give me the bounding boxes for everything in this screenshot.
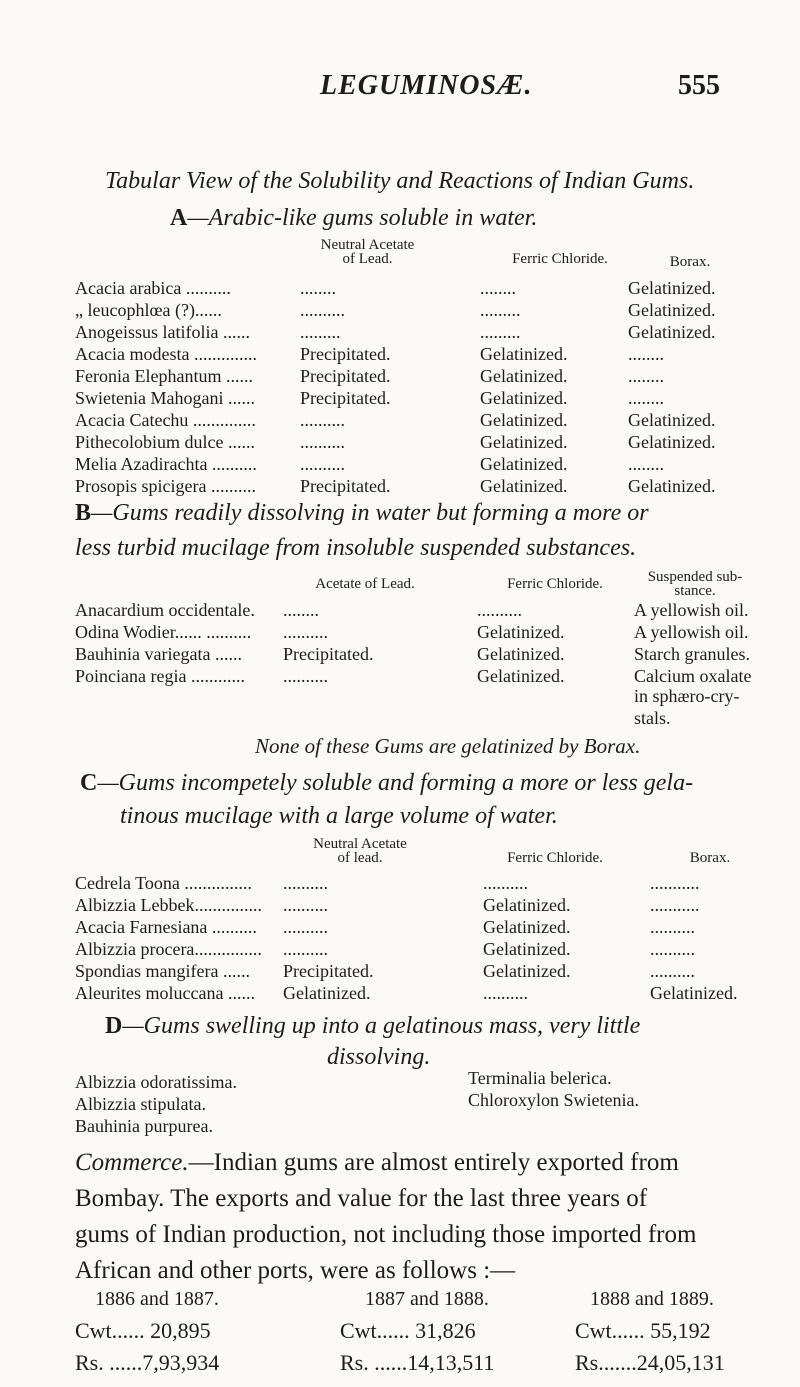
table-row bbox=[75, 666, 760, 688]
ferric-chloride-cell: Gelatinized. bbox=[477, 644, 565, 664]
ferric-chloride-cell: Gelatinized. bbox=[480, 366, 568, 386]
third-column-cell: Gelatinized. bbox=[628, 410, 716, 430]
third-column-cell: ........ bbox=[628, 388, 664, 408]
section-d-heading bbox=[105, 1013, 640, 1040]
section-letter: A bbox=[170, 205, 188, 231]
species-name-cell: Spondias mangifera ...... bbox=[75, 961, 250, 981]
column-header-line: Neutral Acetate bbox=[320, 237, 415, 253]
lead-acetate-cell: ........ bbox=[283, 600, 319, 620]
lead-acetate-cell: ........ bbox=[300, 278, 336, 298]
section-b-heading bbox=[75, 500, 649, 527]
table-row bbox=[75, 622, 760, 644]
ferric-chloride-cell: Gelatinized. bbox=[477, 622, 565, 642]
section-c-heading-line2: tinous mucilage with a large volume of water. bbox=[120, 803, 558, 829]
section-letter: D bbox=[105, 1013, 123, 1039]
column-header-line: of lead. bbox=[337, 850, 383, 866]
species-name-cell: Albizzia procera............... bbox=[75, 939, 262, 959]
species-name-cell: Acacia arabica .......... bbox=[75, 278, 231, 298]
species-left: Albizzia stipulata. bbox=[75, 1094, 206, 1114]
year-label: 1886 and 1887. bbox=[95, 1288, 219, 1310]
column-header-line: Suspended sub- bbox=[647, 569, 743, 585]
table-row bbox=[75, 600, 760, 622]
third-column-cell: Gelatinized. bbox=[650, 983, 738, 1003]
species-name-cell: Odina Wodier...... .......... bbox=[75, 622, 252, 642]
column-header-lead-acetate bbox=[275, 238, 460, 266]
lead-acetate-cell: .......... bbox=[300, 300, 345, 320]
ferric-chloride-cell: Gelatinized. bbox=[480, 344, 568, 364]
table-row bbox=[75, 895, 760, 917]
third-column-cell: Calcium oxalate bbox=[634, 666, 752, 686]
page-header bbox=[0, 70, 800, 110]
section-a-heading bbox=[170, 205, 537, 232]
species-name-cell: „ leucophlœa (?)...... bbox=[75, 300, 222, 320]
ferric-chloride-cell: Gelatinized. bbox=[480, 476, 568, 496]
commerce-line: Bombay. The exports and value for the last three years of bbox=[75, 1185, 648, 1212]
third-column-cell: Gelatinized. bbox=[628, 322, 716, 342]
ferric-chloride-cell: .......... bbox=[483, 983, 528, 1003]
running-title: LEGUMINOSÆ. bbox=[320, 70, 533, 101]
ferric-chloride-cell: Gelatinized. bbox=[480, 454, 568, 474]
table-row bbox=[75, 454, 760, 476]
page-number: 555 bbox=[678, 70, 720, 101]
table-row bbox=[75, 644, 760, 666]
table-row bbox=[75, 366, 760, 388]
table-row bbox=[75, 410, 760, 432]
table-row bbox=[75, 300, 760, 322]
lead-acetate-cell: .......... bbox=[283, 939, 328, 959]
column-header-line: of Lead. bbox=[342, 251, 393, 267]
third-column-cell: .......... bbox=[650, 939, 695, 959]
table-row bbox=[75, 278, 760, 300]
species-name-cell: Acacia Farnesiana .......... bbox=[75, 917, 257, 937]
species-name-cell: Acacia modesta .............. bbox=[75, 344, 257, 364]
third-column-cell: Gelatinized. bbox=[628, 300, 716, 320]
third-column-cell: A yellowish oil. bbox=[634, 622, 749, 642]
species-name-cell: Poinciana regia ............ bbox=[75, 666, 245, 686]
column-header-lead-acetate bbox=[265, 837, 455, 865]
species-name-cell: Cedrela Toona ............... bbox=[75, 873, 252, 893]
ferric-chloride-cell: Gelatinized. bbox=[480, 410, 568, 430]
lead-acetate-cell: Precipitated. bbox=[283, 961, 374, 981]
third-column-cell: .......... bbox=[650, 961, 695, 981]
commerce-line: African and other ports, were as follows :— bbox=[75, 1257, 516, 1284]
species-name-cell: Anogeissus latifolia ...... bbox=[75, 322, 250, 342]
third-column-cell: ........... bbox=[650, 873, 700, 893]
commerce-text: —Indian gums are almost entirely exported from bbox=[188, 1149, 679, 1176]
third-column-cell: ........... bbox=[650, 895, 700, 915]
column-header-ferric-chloride: Ferric Chloride. bbox=[507, 576, 603, 592]
column-header-ferric-chloride: Ferric Chloride. bbox=[507, 850, 603, 866]
lead-acetate-cell: Gelatinized. bbox=[283, 983, 371, 1003]
ferric-chloride-cell: .......... bbox=[483, 873, 528, 893]
column-header-borax: Borax. bbox=[689, 850, 731, 866]
third-column-cell: Gelatinized. bbox=[628, 278, 716, 298]
rs-value: Rs. ......7,93,934 bbox=[75, 1350, 220, 1375]
rs-value: Rs.......24,05,131 bbox=[575, 1350, 725, 1375]
column-header-line: Neutral Acetate bbox=[313, 836, 407, 852]
species-name-cell: Pithecolobium dulce ...... bbox=[75, 432, 255, 452]
column-header-suspended-substance bbox=[640, 570, 750, 598]
section-c-heading bbox=[80, 770, 693, 797]
species-name-cell: Albizzia Lebbek............... bbox=[75, 895, 262, 915]
lead-acetate-cell: .......... bbox=[283, 873, 328, 893]
column-header-borax: Borax. bbox=[669, 254, 711, 270]
table-row bbox=[75, 939, 760, 961]
species-name-cell: Feronia Elephantum ...... bbox=[75, 366, 253, 386]
lead-acetate-cell: .......... bbox=[283, 917, 328, 937]
table-row bbox=[75, 961, 760, 983]
section-b-heading-line2: less turbid mucilage from insoluble suspended substances. bbox=[75, 535, 637, 561]
lead-acetate-cell: .......... bbox=[300, 410, 345, 430]
ferric-chloride-cell: Gelatinized. bbox=[483, 917, 571, 937]
table-row bbox=[75, 322, 760, 344]
commerce-paragraph bbox=[75, 1145, 735, 1289]
ferric-chloride-cell: ........ bbox=[480, 278, 516, 298]
commerce-lead: Commerce. bbox=[75, 1149, 189, 1176]
species-name-cell: Prosopis spicigera .......... bbox=[75, 476, 256, 496]
lead-acetate-cell: Precipitated. bbox=[283, 644, 374, 664]
column-header-lead-acetate: Acetate of Lead. bbox=[315, 576, 415, 592]
table-title: Tabular View of the Solubility and Reactions of Indian Gums. bbox=[105, 168, 695, 194]
cwt-value: Cwt...... 31,826 bbox=[340, 1318, 476, 1343]
lead-acetate-cell: .......... bbox=[300, 454, 345, 474]
third-column-cell: ........ bbox=[628, 344, 664, 364]
ferric-chloride-cell: Gelatinized. bbox=[480, 432, 568, 452]
rs-value: Rs. ......14,13,511 bbox=[340, 1350, 495, 1375]
section-letter: B bbox=[75, 500, 92, 526]
lead-acetate-cell: Precipitated. bbox=[300, 388, 391, 408]
continuation-line: in sphæro-cry- bbox=[634, 686, 740, 706]
species-left: Bauhinia purpurea. bbox=[75, 1116, 213, 1136]
third-column-cell: Starch granules. bbox=[634, 644, 750, 664]
ferric-chloride-cell: ......... bbox=[480, 322, 521, 342]
ferric-chloride-cell: Gelatinized. bbox=[483, 939, 571, 959]
ferric-chloride-cell: ......... bbox=[480, 300, 521, 320]
ferric-chloride-cell: Gelatinized. bbox=[480, 388, 568, 408]
species-right: Chloroxylon Swietenia. bbox=[468, 1090, 639, 1110]
species-name-cell: Aleurites moluccana ...... bbox=[75, 983, 255, 1003]
species-left: Albizzia odoratissima. bbox=[75, 1072, 237, 1092]
third-column-cell: ........ bbox=[628, 454, 664, 474]
lead-acetate-cell: .......... bbox=[283, 895, 328, 915]
ferric-chloride-cell: Gelatinized. bbox=[483, 895, 571, 915]
species-name-cell: Swietenia Mahogani ...... bbox=[75, 388, 255, 408]
section-d-heading-line1: —Gums swelling up into a gelatinous mass, very little bbox=[122, 1013, 641, 1039]
section-letter: C bbox=[80, 770, 98, 796]
section-a-heading-text: —Arabic-like gums soluble in water. bbox=[187, 205, 538, 231]
table-row bbox=[75, 388, 760, 410]
species-right: Terminalia belerica. bbox=[468, 1068, 612, 1088]
lead-acetate-cell: Precipitated. bbox=[300, 366, 391, 386]
third-column-cell: ........ bbox=[628, 366, 664, 386]
table-row bbox=[75, 432, 760, 454]
table-row bbox=[75, 983, 760, 1005]
ferric-chloride-cell: .......... bbox=[477, 600, 522, 620]
cwt-value: Cwt...... 20,895 bbox=[75, 1318, 211, 1343]
borax-note: None of these Gums are gelatinized by Borax. bbox=[255, 734, 641, 758]
ferric-chloride-cell: Gelatinized. bbox=[483, 961, 571, 981]
third-column-cell: .......... bbox=[650, 917, 695, 937]
table-row bbox=[75, 873, 760, 895]
lead-acetate-cell: .......... bbox=[300, 432, 345, 452]
species-name-cell: Melia Azadirachta .......... bbox=[75, 454, 257, 474]
year-label: 1888 and 1889. bbox=[590, 1288, 714, 1310]
table-row bbox=[75, 344, 760, 366]
year-label: 1887 and 1888. bbox=[365, 1288, 489, 1310]
lead-acetate-cell: .......... bbox=[283, 622, 328, 642]
lead-acetate-cell: .......... bbox=[283, 666, 328, 686]
table-row bbox=[75, 917, 760, 939]
table-row bbox=[75, 476, 760, 498]
third-column-cell: A yellowish oil. bbox=[634, 600, 749, 620]
commerce-line bbox=[75, 1145, 735, 1181]
lead-acetate-cell: Precipitated. bbox=[300, 476, 391, 496]
commerce-line: gums of Indian production, not including those imported from bbox=[75, 1221, 697, 1248]
cwt-value: Cwt...... 55,192 bbox=[575, 1318, 711, 1343]
section-d-heading-line2: dissolving. bbox=[327, 1044, 431, 1070]
species-name-cell: Anacardium occidentale. bbox=[75, 600, 255, 620]
continuation-line: stals. bbox=[634, 708, 671, 728]
section-c-heading-line1: —Gums incompetely soluble and forming a more or less gela- bbox=[97, 770, 694, 796]
third-column-cell: Gelatinized. bbox=[628, 476, 716, 496]
lead-acetate-cell: ......... bbox=[300, 322, 341, 342]
column-header-line: stance. bbox=[674, 583, 716, 599]
species-name-cell: Bauhinia variegata ...... bbox=[75, 644, 242, 664]
species-name-cell: Acacia Catechu .............. bbox=[75, 410, 256, 430]
column-header-ferric-chloride: Ferric Chloride. bbox=[512, 251, 608, 267]
third-column-cell: Gelatinized. bbox=[628, 432, 716, 452]
ferric-chloride-cell: Gelatinized. bbox=[477, 666, 565, 686]
lead-acetate-cell: Precipitated. bbox=[300, 344, 391, 364]
section-b-heading-line1: —Gums readily dissolving in water but forming a more or bbox=[91, 500, 649, 526]
